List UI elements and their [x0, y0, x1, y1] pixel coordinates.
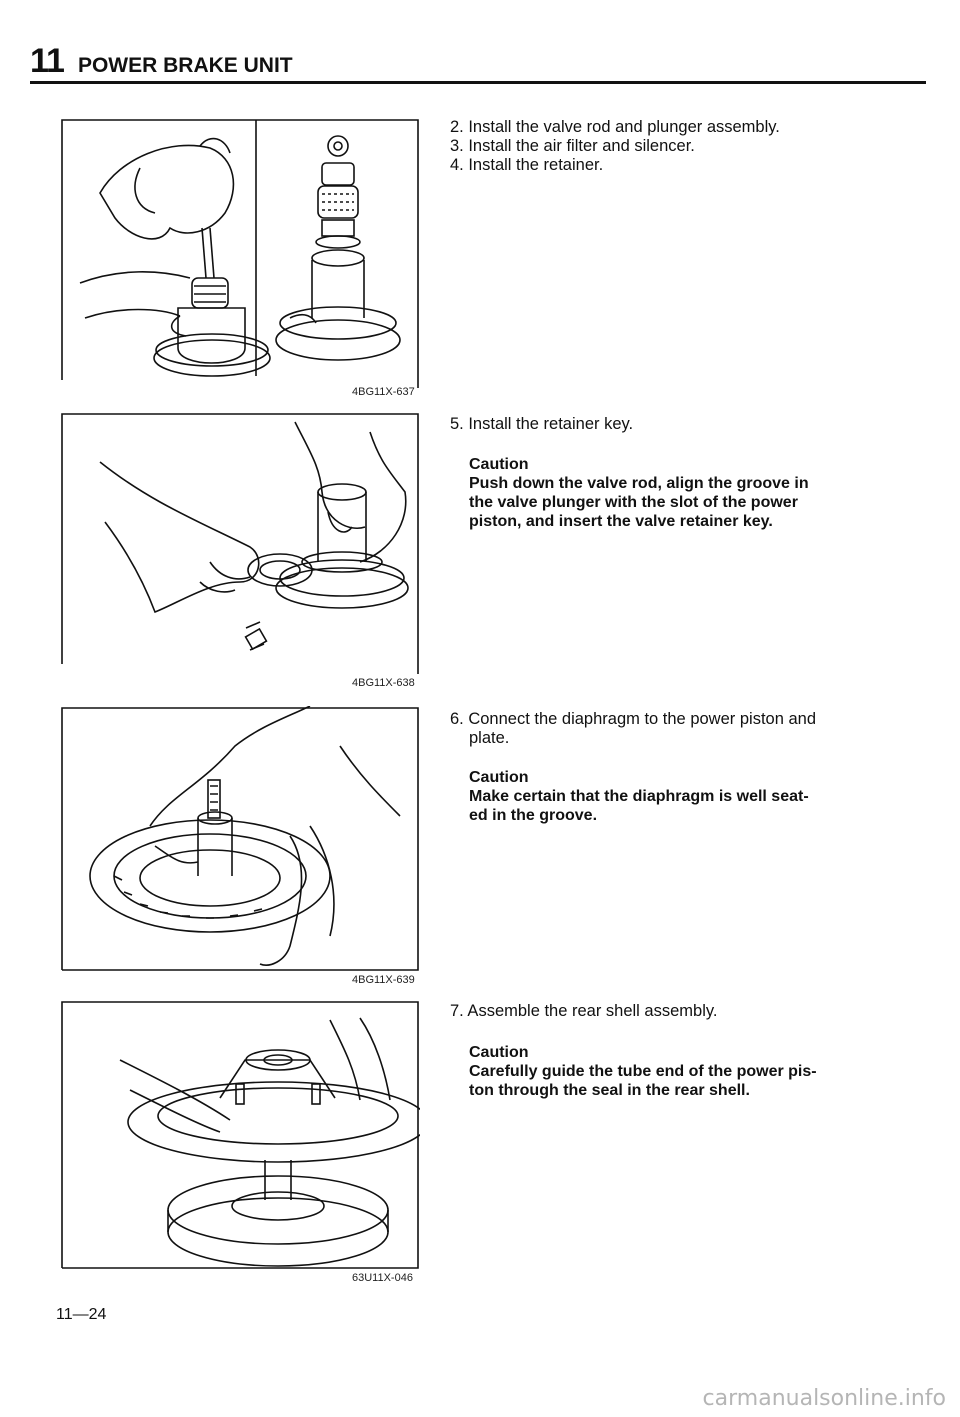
header-divider: [30, 81, 926, 84]
caution-line: piston, and insert the valve retainer key.: [469, 513, 773, 530]
step-4: 4. Install the retainer.: [450, 156, 604, 174]
caution-line: the valve plunger with the slot of the power: [469, 494, 798, 511]
step-7: [450, 1002, 717, 1021]
figure-rear-shell-assemble: [60, 1000, 420, 1290]
caution-line: ton through the seal in the rear shell.: [469, 1082, 750, 1099]
caution-step-5: [469, 455, 809, 531]
figure-code-2: 4BG11X-638: [352, 677, 415, 689]
caution-line: Make certain that the diaphragm is well seat-: [469, 788, 809, 805]
figure-diaphragm-connect: [60, 706, 420, 986]
section-header: [30, 42, 293, 81]
figure-code-1: 4BG11X-637: [352, 386, 415, 398]
step-5: [450, 415, 633, 434]
figure-code-4: 63U11X-046: [352, 1272, 413, 1284]
caution-step-7: [469, 1043, 817, 1100]
caution-line: Push down the valve rod, align the groove in: [469, 475, 809, 492]
caution-line: Carefully guide the tube end of the power pis-: [469, 1063, 817, 1080]
step-5-text: 5. Install the retainer key.: [450, 415, 634, 433]
step-2: 2. Install the valve rod and plunger assembly.: [450, 118, 780, 136]
caution-line: ed in the groove.: [469, 807, 598, 824]
section-number: 11: [30, 42, 64, 80]
step-7-text: 7. Assemble the rear shell assembly.: [450, 1002, 718, 1020]
caution-heading: Caution: [469, 1044, 529, 1061]
watermark: carmanualsonline.info: [702, 1386, 946, 1411]
steps-2-4: [450, 118, 780, 175]
figure-valve-rod-install: [60, 118, 420, 398]
step-6-line-2: plate.: [469, 729, 510, 747]
page-number: 11—24: [56, 1306, 107, 1323]
section-title: POWER BRAKE UNIT: [77, 54, 293, 77]
caution-heading: Caution: [469, 769, 529, 786]
step-6: [450, 710, 816, 748]
caution-heading: Caution: [469, 456, 529, 473]
figure-retainer-key-install: [60, 412, 420, 692]
figure-code-3: 4BG11X-639: [352, 974, 415, 986]
caution-step-6: [469, 768, 809, 825]
step-6-line-1: 6. Connect the diaphragm to the power piston and: [450, 710, 816, 728]
step-3: 3. Install the air filter and silencer.: [450, 137, 695, 155]
